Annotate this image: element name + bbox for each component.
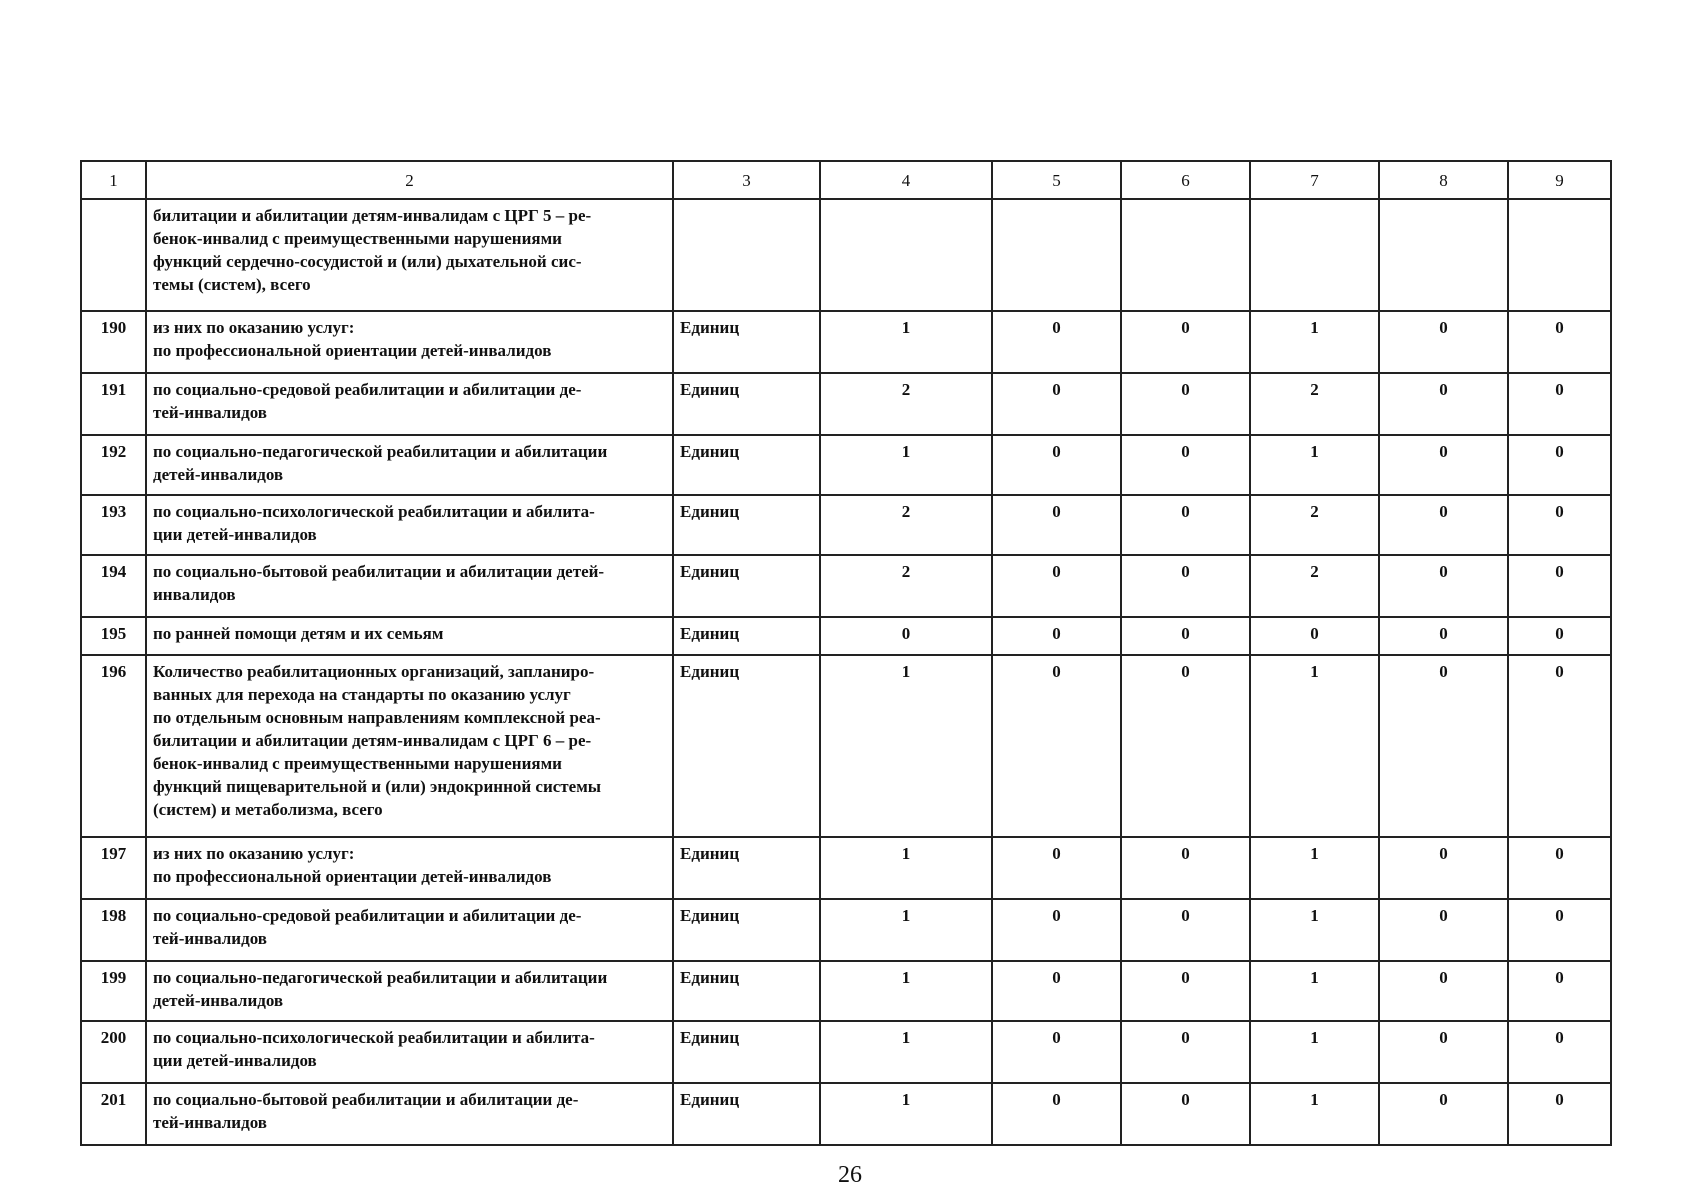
table-cell-v8: 0	[1379, 373, 1508, 435]
table-cell-v9: 0	[1508, 1021, 1611, 1083]
table-cell-v9: 0	[1508, 435, 1611, 495]
table-cell-v5: 0	[992, 373, 1121, 435]
table-cell-num: 197	[81, 837, 146, 899]
table-cell-v6: 0	[1121, 1021, 1250, 1083]
table-cell-desc: по социально-средовой реабилитации и абилитации де- тей-инвалидов	[146, 373, 673, 435]
table-cell-v9: 0	[1508, 1083, 1611, 1145]
table-cell-unit: Единиц	[673, 899, 820, 961]
table-cell-v8: 0	[1379, 961, 1508, 1021]
table-cell-num: 196	[81, 655, 146, 837]
table-cell-v6: 0	[1121, 1083, 1250, 1145]
table-cell-v8: 0	[1379, 655, 1508, 837]
table-cell-v5: 0	[992, 1083, 1121, 1145]
table-cell-v8: 0	[1379, 555, 1508, 617]
table-cell-unit: Единиц	[673, 495, 820, 555]
table-cell-v8: 0	[1379, 899, 1508, 961]
table-cell-v9: 0	[1508, 837, 1611, 899]
table-cell-v7: 1	[1250, 311, 1379, 373]
table-header-row	[81, 161, 1611, 199]
table-cell-v9: 0	[1508, 555, 1611, 617]
table-row	[81, 617, 1611, 655]
table-cell-v5	[992, 199, 1121, 311]
table-cell-v7: 1	[1250, 1021, 1379, 1083]
table-cell-num: 192	[81, 435, 146, 495]
table-cell-v4: 1	[820, 961, 992, 1021]
table-cell-num: 190	[81, 311, 146, 373]
table-cell-v9: 0	[1508, 655, 1611, 837]
table-cell-num: 200	[81, 1021, 146, 1083]
table-cell-v5: 0	[992, 435, 1121, 495]
column-header: 3	[673, 161, 820, 199]
table-cell-unit	[673, 199, 820, 311]
table-cell-v4: 1	[820, 655, 992, 837]
table-cell-v4: 1	[820, 837, 992, 899]
table-cell-v6: 0	[1121, 899, 1250, 961]
table-cell-v8: 0	[1379, 435, 1508, 495]
data-table	[80, 160, 1612, 1146]
table-cell-unit: Единиц	[673, 555, 820, 617]
column-header: 6	[1121, 161, 1250, 199]
table-cell-v4: 2	[820, 495, 992, 555]
table-cell-num: 198	[81, 899, 146, 961]
table-cell-unit: Единиц	[673, 1021, 820, 1083]
column-header: 7	[1250, 161, 1379, 199]
table-cell-v7: 1	[1250, 961, 1379, 1021]
table-cell-v8: 0	[1379, 495, 1508, 555]
table-cell-unit: Единиц	[673, 655, 820, 837]
table-cell-v7: 2	[1250, 495, 1379, 555]
table-cell-v5: 0	[992, 495, 1121, 555]
table-row	[81, 199, 1611, 311]
table-cell-v6: 0	[1121, 435, 1250, 495]
column-header: 2	[146, 161, 673, 199]
table-cell-v5: 0	[992, 837, 1121, 899]
table-cell-desc: по социально-психологической реабилитации и абилита- ции детей-инвалидов	[146, 1021, 673, 1083]
table-cell-unit: Единиц	[673, 837, 820, 899]
table-cell-v7: 2	[1250, 373, 1379, 435]
table-cell-desc: по социально-бытовой реабилитации и абилитации де- тей-инвалидов	[146, 1083, 673, 1145]
table-row	[81, 495, 1611, 555]
table-cell-v6: 0	[1121, 311, 1250, 373]
table-row	[81, 435, 1611, 495]
table-cell-desc: по социально-педагогической реабилитации и абилитации детей-инвалидов	[146, 961, 673, 1021]
table-cell-num: 191	[81, 373, 146, 435]
table-cell-v8: 0	[1379, 617, 1508, 655]
table-cell-v8: 0	[1379, 1083, 1508, 1145]
table-row	[81, 837, 1611, 899]
table-cell-desc: Количество реабилитационных организаций, запланиро- ванных для перехода на стандарты по оказанию услуг по отдельным основным направлениям комплексной реа- билитации и абилитации детям-инвалидам с ЦРГ 6 – ре- бенок-инвалид с преимущественными нарушениями функций пищеварительной и (или) эндокринной системы (систем) и метаболизма, всего	[146, 655, 673, 837]
column-header: 9	[1508, 161, 1611, 199]
table-cell-v4: 1	[820, 899, 992, 961]
table-cell-desc: по социально-средовой реабилитации и абилитации де- тей-инвалидов	[146, 899, 673, 961]
table-cell-v4: 1	[820, 1083, 992, 1145]
table-cell-unit: Единиц	[673, 435, 820, 495]
table-row	[81, 1021, 1611, 1083]
table-cell-desc: по социально-психологической реабилитации и абилита- ции детей-инвалидов	[146, 495, 673, 555]
table-row	[81, 655, 1611, 837]
table-cell-v8: 0	[1379, 1021, 1508, 1083]
table-cell-unit: Единиц	[673, 373, 820, 435]
page-number: 26	[838, 1162, 862, 1188]
table-cell-v6: 0	[1121, 373, 1250, 435]
column-header: 1	[81, 161, 146, 199]
table-cell-desc: из них по оказанию услуг: по профессиональной ориентации детей-инвалидов	[146, 311, 673, 373]
table-cell-desc: по социально-бытовой реабилитации и абилитации детей- инвалидов	[146, 555, 673, 617]
column-header: 8	[1379, 161, 1508, 199]
table-cell-num: 201	[81, 1083, 146, 1145]
table-cell-unit: Единиц	[673, 1083, 820, 1145]
table-cell-v5: 0	[992, 961, 1121, 1021]
table-cell-desc: билитации и абилитации детям-инвалидам с ЦРГ 5 – ре- бенок-инвалид с преимущественными нарушениями функций сердечно-сосудистой и (или) дыхательной сис- темы (систем), всего	[146, 199, 673, 311]
table-cell-num	[81, 199, 146, 311]
table-cell-v7: 1	[1250, 655, 1379, 837]
table-cell-v4: 2	[820, 555, 992, 617]
table-cell-desc: из них по оказанию услуг: по профессиональной ориентации детей-инвалидов	[146, 837, 673, 899]
table-cell-v6: 0	[1121, 617, 1250, 655]
table-cell-unit: Единиц	[673, 311, 820, 373]
table-cell-v4: 2	[820, 373, 992, 435]
table-body	[81, 199, 1611, 1145]
table-cell-v9: 0	[1508, 961, 1611, 1021]
table-cell-num: 193	[81, 495, 146, 555]
table-cell-v6: 0	[1121, 655, 1250, 837]
table-cell-v7: 1	[1250, 837, 1379, 899]
table-cell-v6: 0	[1121, 495, 1250, 555]
table-cell-v7: 1	[1250, 435, 1379, 495]
table-cell-num: 195	[81, 617, 146, 655]
table-row	[81, 373, 1611, 435]
table-cell-v8: 0	[1379, 311, 1508, 373]
table-cell-v6: 0	[1121, 555, 1250, 617]
table-cell-desc: по социально-педагогической реабилитации и абилитации детей-инвалидов	[146, 435, 673, 495]
table-cell-v8: 0	[1379, 837, 1508, 899]
table-cell-v8	[1379, 199, 1508, 311]
table-row	[81, 899, 1611, 961]
table-cell-v4: 1	[820, 1021, 992, 1083]
table-cell-v5: 0	[992, 311, 1121, 373]
table-cell-v4: 1	[820, 311, 992, 373]
table-cell-desc: по ранней помощи детям и их семьям	[146, 617, 673, 655]
table-cell-v6	[1121, 199, 1250, 311]
table-cell-unit: Единиц	[673, 961, 820, 1021]
table-row	[81, 1083, 1611, 1145]
table-cell-v9: 0	[1508, 899, 1611, 961]
column-header: 4	[820, 161, 992, 199]
table-row	[81, 555, 1611, 617]
table-row	[81, 961, 1611, 1021]
table-cell-v9	[1508, 199, 1611, 311]
table-cell-v5: 0	[992, 617, 1121, 655]
table-cell-v5: 0	[992, 899, 1121, 961]
table-cell-v7: 1	[1250, 899, 1379, 961]
table-cell-v6: 0	[1121, 837, 1250, 899]
table-cell-v5: 0	[992, 555, 1121, 617]
table-cell-unit: Единиц	[673, 617, 820, 655]
table-cell-num: 194	[81, 555, 146, 617]
table-cell-v5: 0	[992, 1021, 1121, 1083]
table-cell-v9: 0	[1508, 495, 1611, 555]
table-cell-v4: 1	[820, 435, 992, 495]
table-cell-num: 199	[81, 961, 146, 1021]
table-cell-v4	[820, 199, 992, 311]
table-cell-v4: 0	[820, 617, 992, 655]
table-cell-v7	[1250, 199, 1379, 311]
column-header: 5	[992, 161, 1121, 199]
table-cell-v7: 1	[1250, 1083, 1379, 1145]
table-cell-v9: 0	[1508, 373, 1611, 435]
table-cell-v9: 0	[1508, 311, 1611, 373]
table-cell-v9: 0	[1508, 617, 1611, 655]
table-cell-v7: 0	[1250, 617, 1379, 655]
table-cell-v6: 0	[1121, 961, 1250, 1021]
table-row	[81, 311, 1611, 373]
table-cell-v5: 0	[992, 655, 1121, 837]
table-cell-v7: 2	[1250, 555, 1379, 617]
